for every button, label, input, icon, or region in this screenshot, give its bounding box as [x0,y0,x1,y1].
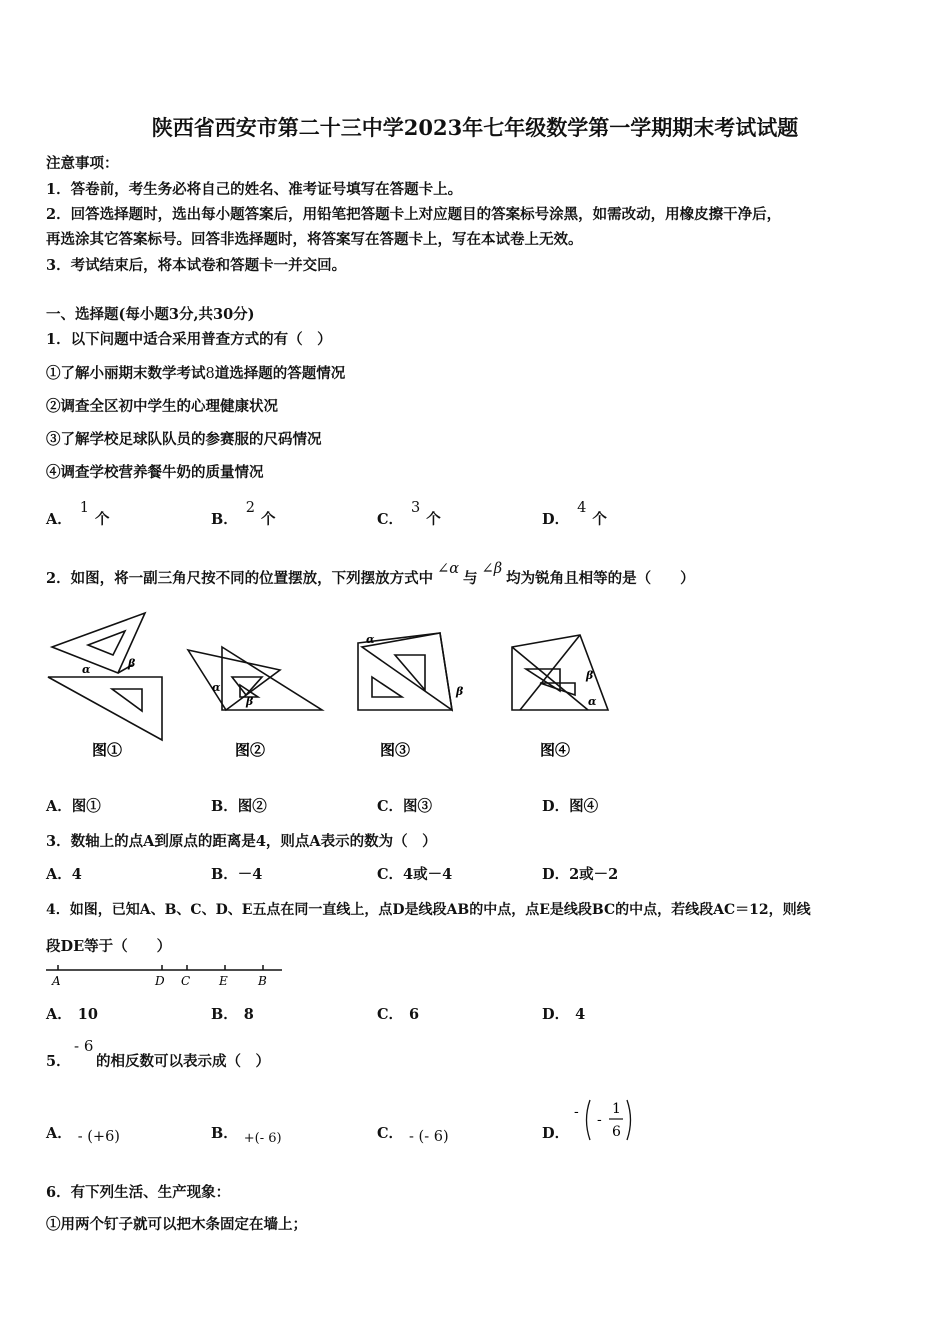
option-number: 3 [411,500,421,516]
option-letter: B． [211,866,238,883]
q1-s1-text-b: 道选择题的答题情况 [214,365,346,382]
q3-option-a[interactable] [46,863,82,884]
option-letter: C． [377,866,404,883]
option-letter: C． [377,1125,404,1142]
option-text: 8 [243,1006,254,1023]
q4-option-c[interactable] [377,1003,419,1024]
fig3-triangle-a [362,633,452,710]
q1-s1-number: 8 [205,366,215,382]
option-letter: B． [211,798,238,815]
option-letter: B． [211,1125,238,1142]
q2-option-a[interactable] [46,795,101,816]
page-title: 陕西省西安市第二十三中学2023年七年级数学第一学期期末考试试题 [151,115,799,140]
q6-statement-1: ①用两个钉子就可以把木条固定在墙上； [46,1216,307,1233]
point-label-c: C [181,974,191,988]
option-text: 4或－4 [403,866,453,883]
right-paren [627,1100,631,1140]
option-text: - (+6) [77,1129,120,1145]
q1-stem: 1．以下问题中适合采用普查方式的有（ ） [46,331,332,348]
q2-option-d[interactable] [542,795,598,816]
option-text: 4 [575,1006,586,1023]
fig2-alpha: α [212,681,221,694]
q3-option-d[interactable] [542,863,618,884]
q2-figures [40,605,630,765]
fig1-triangle-top-hole [88,631,125,655]
q1-statement-2: ②调查全区初中学生的心理健康状况 [46,398,278,415]
q2-option-c[interactable] [377,795,432,816]
frac-denominator: 6 [612,1124,621,1140]
option-text: 图② [237,798,267,815]
option-text: 图④ [569,798,599,815]
fig1-triangle-bottom-hole [112,689,142,711]
q5-stem: 的相反数可以表示成（ ） [96,1053,270,1070]
q2-option-b[interactable] [211,795,267,816]
option-letter: D． [542,511,570,528]
option-unit: 个 [592,511,607,528]
q4-stem-a: 4．如图，已知A、B、C、D、E五点在同一直线上，点D是线段AB的中点，点E是线段BC的中点，若线段AC＝12，则线 [46,902,811,918]
q5-option-b[interactable] [211,1122,282,1146]
option-number: 2 [245,500,255,516]
q2-beta: ∠β [481,561,503,577]
option-letter: D． [542,1125,570,1142]
fig3-beta: β [456,685,464,698]
fig1-alpha: α [82,663,91,676]
q4-option-a[interactable] [46,1003,98,1024]
option-text: 图③ [403,798,433,815]
option-text: 2或－2 [569,866,619,883]
left-paren [587,1100,591,1140]
q1-statement-1 [46,362,345,383]
notice-item-2b: 再选涂其它答案标号。回答非选择题时，将答案写在答题卡上，写在本试卷上无效。 [46,231,583,248]
q1-statement-4: ④调查学校营养餐牛奶的质量情况 [46,464,264,481]
q6-stem: 6．有下列生活、生产现象： [46,1184,231,1201]
option-text: +(- 6) [243,1131,282,1146]
option-number: 1 [79,500,89,516]
q2-stem [46,561,695,588]
fig4-beta: β [586,669,594,682]
fig2-beta: β [246,695,254,708]
q5-option-c[interactable] [377,1122,449,1143]
option-text: 4 [71,866,82,883]
q2-stem-a: 2．如图，将一副三角尺按不同的位置摆放，下列摆放方式中 [46,570,434,587]
option-letter: D． [542,866,570,883]
q2-stem-c: 均为锐角且相等的是（ ） [506,570,695,587]
notice-item-2a: 2．回答选择题时，选出每小题答案后，用铅笔把答题卡上对应题目的答案标号涂黑，如需改动，用橡皮擦干净后， [46,206,782,223]
option-letter: A． [46,1006,72,1023]
section-heading: 一、选择题(每小题3分,共30分) [46,306,255,323]
q2-stem-b: 与 [463,570,478,587]
option-letter: C． [377,511,404,528]
q1-option-c[interactable] [377,500,441,529]
point-label-a: A [52,974,61,988]
option-text: - (- 6) [409,1129,449,1145]
q3-option-c[interactable] [377,863,452,884]
option-text: 图① [71,798,101,815]
q5-value: - 6 [74,1037,94,1055]
fig3-hole-b [372,677,402,697]
fig4-alpha: α [588,695,597,708]
frac-pre-sign: - [574,1104,579,1120]
figure-2 [188,647,322,710]
option-letter: A． [46,511,72,528]
fig4-diagonal-a [512,647,588,710]
option-text: －4 [237,866,263,883]
frac-inner-sign: - [597,1112,602,1128]
point-label-b: B [258,974,267,988]
option-text: 6 [409,1006,420,1023]
q4-option-d[interactable] [542,1003,585,1024]
q5-option-d[interactable] [542,1122,569,1143]
fig1-beta: β [128,657,136,670]
q4-stem-b: 段DE等于（ ） [46,938,172,955]
figure-1 [48,613,162,740]
q2-alpha: ∠α [437,561,460,577]
option-unit: 个 [261,511,276,528]
option-letter: A． [46,798,72,815]
option-letter: C． [377,798,404,815]
option-letter: D． [542,1006,570,1023]
option-letter: D． [542,798,570,815]
q3-stem: 3．数轴上的点A到原点的距离是4，则点A表示的数为（ ） [46,833,437,850]
point-label-d: D [155,974,165,988]
q5-option-d-fraction [570,1096,636,1144]
fig1-triangle-bottom [48,677,162,740]
option-letter: C． [377,1006,404,1023]
option-letter: B． [211,511,238,528]
notice-heading: 注意事项： [46,155,119,172]
q4-number-line [40,960,290,992]
fig1-label: 图① [92,741,123,759]
q1-s1-text-a: ①了解小丽期末数学考试 [46,365,206,382]
q1-statement-3: ③了解学校足球队队员的参赛服的尺码情况 [46,431,322,448]
fig4-label: 图④ [540,741,571,759]
q4-option-b[interactable] [211,1003,254,1024]
fig4-diagonal-b [520,635,580,710]
option-text: 10 [77,1006,98,1023]
q1-option-d[interactable] [542,500,607,529]
frac-numerator: 1 [612,1101,621,1117]
fig3-label: 图③ [380,741,411,759]
point-label-e: E [219,974,228,988]
q5-number: 5． [46,1053,71,1070]
q3-option-b[interactable] [211,863,262,884]
q5-option-a[interactable] [46,1122,120,1143]
q1-option-a[interactable] [46,500,110,529]
notice-item-3: 3．考试结束后，将本试卷和答题卡一并交回。 [46,257,347,274]
option-number: 4 [577,500,587,516]
option-letter: A． [46,1125,72,1142]
fig2-label: 图② [235,741,266,759]
option-letter: B． [211,1006,238,1023]
fig2-triangle-b [222,647,322,710]
notice-item-1: 1．答卷前，考生务必将自己的姓名、准考证号填写在答题卡上。 [46,181,463,198]
q1-option-b[interactable] [211,500,276,529]
option-letter: A． [46,866,72,883]
fig3-alpha: α [366,633,375,646]
option-unit: 个 [426,511,441,528]
option-unit: 个 [95,511,110,528]
